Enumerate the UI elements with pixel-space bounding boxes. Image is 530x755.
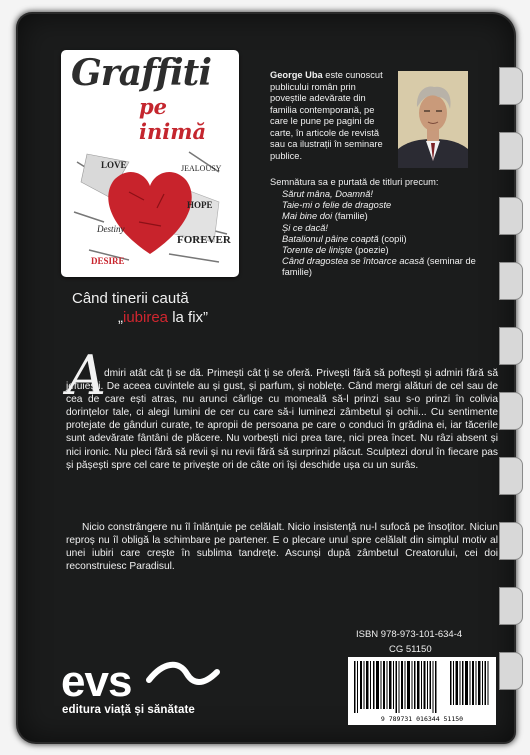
author-photo: [398, 71, 468, 168]
art-word: HOPE: [187, 200, 213, 210]
barcode-icon: [348, 657, 496, 715]
list-item: Și ce dacă!: [282, 222, 328, 233]
art-word: Destiny: [97, 224, 125, 234]
evs-logo-icon: [61, 652, 221, 704]
body-paragraph-1: dmiri atât cât ți se dă. Primești cât ți se oferă. Privești fără să poftești și admiri fără să jefuiești. De aceea cuvintele au și gust, și parfum, și noblețe. Când mergi alături de cel sau de cea de care ești atras, nu arunci cârlige cu momeală să-l prinzi sau s-o prinzi în colivia dorințelor tale, ci alegi lumini de cer cu care să-i luminezi zâmbetul și ochii... Cu sentimente protejate de gânduri curate, te apropii de persoana pe care o conduci în grădina ei, iar tăcerile sunt adevărate fântâni de plăcere. Nu vorbești nici prea tare, nici prea încet. Nu râzi absent și nici ironic. Nu pleci fără să revii și nu revii fără să surprinzi plăcut. Sculptezi dorul în fiecare pas și pășești spre cel care te privește ori de câte ori își deschide ușa cu un surâs.: [66, 368, 498, 471]
binder-tab: [499, 392, 523, 430]
author-bio: [270, 70, 395, 162]
list-item: Mai bine doi (familie): [282, 211, 368, 222]
list-item: Torente de liniște (poezie): [282, 245, 389, 256]
list-item: Taie-mi o felie de dragoste: [282, 200, 392, 211]
list-item: Când dragostea se întoarce acasă (seminar de familie): [282, 256, 476, 278]
author-bio-text: este cunoscut publicului român prin poveștile adevărate din familia contemporană, pe care le pune pe pagini de carte, în articole de revistă sau ca ilustrații în seminare publice.: [270, 70, 383, 161]
binder-tab: [499, 522, 523, 560]
art-word: LOVE: [101, 160, 127, 170]
author-name: George Uba: [270, 70, 323, 80]
cg-code: CG 51150: [389, 644, 432, 655]
drop-cap: A: [67, 344, 106, 407]
binder-tab: [499, 327, 523, 365]
heart-graffiti-artwork: [69, 142, 231, 270]
svg-text:evs: evs: [61, 657, 132, 704]
front-cover-thumbnail: [61, 50, 239, 277]
art-word: JEALOUSY: [181, 164, 222, 173]
works-list: [282, 189, 497, 279]
binder-tab: [499, 652, 523, 690]
book-subtitle: pe inimă: [139, 94, 207, 144]
list-item: Sărut mâna, Doamnă!: [282, 189, 373, 199]
tagline-line2: „iubirea la fix”: [118, 309, 209, 326]
binder-tab: [499, 457, 523, 495]
publisher-name: editura viață și sănătate: [62, 704, 195, 716]
list-item: Batalionul pâine coaptă (copii): [282, 233, 407, 244]
art-word: FOREVER: [177, 234, 231, 246]
binder-tab: [499, 132, 523, 170]
barcode-digits: 9 789731 016344 51150: [380, 715, 464, 723]
book-title: Graffiti: [71, 52, 211, 94]
binder-tab: [499, 197, 523, 235]
binder-tab: [499, 587, 523, 625]
tagline-line1: Când tinerii caută: [72, 290, 189, 307]
art-word: DESIRE: [91, 256, 125, 266]
works-intro: Semnătura sa e purtată de titluri precum:: [270, 177, 439, 187]
binder-tab: [499, 262, 523, 300]
body-paragraph-2: Nicio constrângere nu îl înlănțuie pe celălalt. Nicio insistență nu-l sufocă pe însoțitor. Niciun reproș nu îl obligă la schimbare pe partener. E o plecare unul spre celălalt din simplul motiv al unei iubiri care crește în sublima tandrețe. Ascunși după zâmbetul Creatorului, cei doi reconstruiesc Paradisul.: [66, 522, 498, 573]
publisher-logo: [61, 652, 221, 710]
tagline-highlight: iubirea: [123, 309, 169, 326]
binder-tab: [499, 67, 523, 105]
barcode: [348, 657, 496, 725]
author-portrait-icon: [398, 71, 468, 168]
isbn: ISBN 978-973-101-634-4: [356, 629, 463, 640]
